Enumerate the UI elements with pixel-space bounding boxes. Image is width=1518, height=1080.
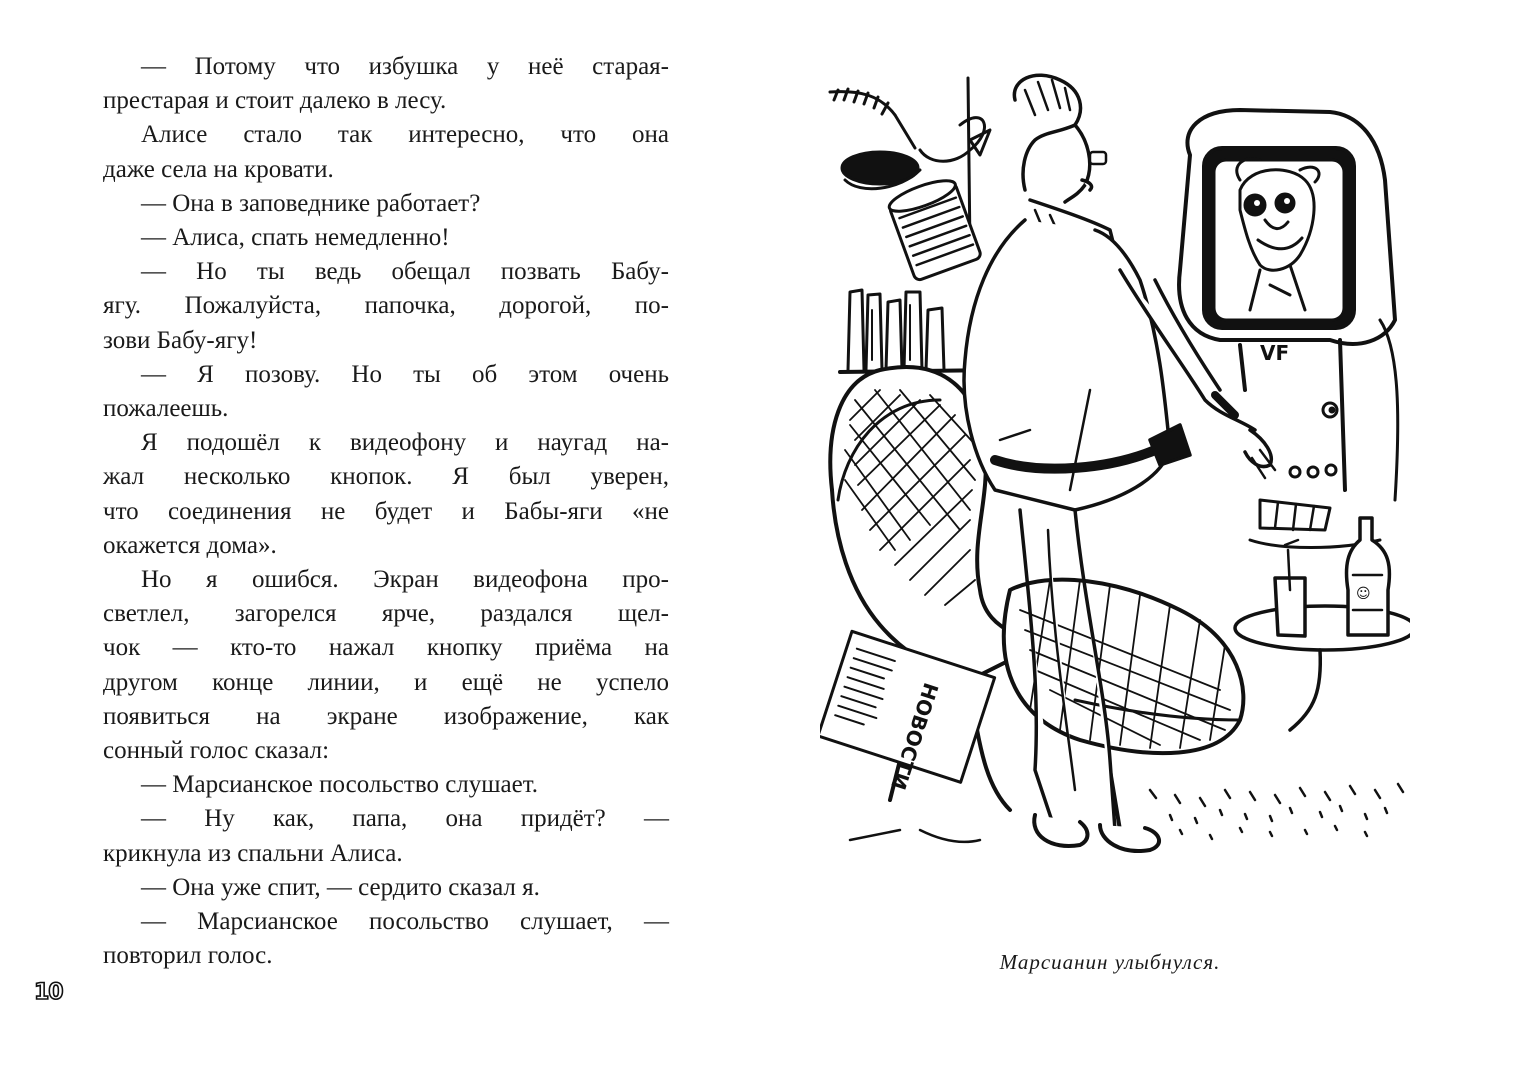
videophone [1179,110,1398,548]
text-line: зови Бабу-ягу! [103,326,258,354]
text-line: — Марсианское посольство слушает. [141,771,539,799]
text-line: светлел, загорелся ярче, раздался щел- [103,600,669,628]
text-line: — Ну как, папа, она придёт? — [141,805,669,833]
text-line: даже села на кровати. [103,155,334,183]
text-line: престарая и стоит далеко в лесу. [103,87,447,115]
text-line: Я подошёл к видеофону и наугад на- [141,429,669,457]
text-line: — Она уже спит, — сердито сказал я. [141,873,540,901]
text-line: ягу. Пожалуйста, папочка, дорогой, по- [103,292,669,320]
illustration-caption: Марсианин улыбнулся. [999,950,1221,974]
lamp-fan-blades [970,130,990,155]
text-column [103,50,669,973]
text-line: что соединения не будет и Бабы-яги «не [103,497,669,525]
page-number: 10 [34,980,63,1005]
illustration [820,70,1410,890]
text-line: крикнула из спальни Алиса. [103,839,403,867]
lamp [830,89,990,281]
text-line: — Марсианское посольство слушает, — [141,908,669,936]
text-line: появиться на экране изображение, как [103,702,669,730]
text-line: сонный голос сказал: [103,737,330,765]
text-line: другом конце линии, и ещё не успело [103,668,669,696]
text-line: — Я позову. Но ты об этом очень [141,360,669,388]
text-line: повторил голос. [103,942,273,970]
text-line: — Алиса, спать немедленно! [141,224,450,252]
text-line: Алисе стало так интересно, что она [141,121,669,149]
text-line: Но я ошибся. Экран видеофона про- [141,566,669,594]
text-line: — Но ты ведь обещал позвать Бабу- [141,258,669,286]
text-line: — Она в заповеднике работает? [141,189,481,217]
text-line: окажется дома». [103,531,277,559]
svg-text:☺: ☺ [1356,586,1371,602]
newspaper-headline: НОВОСТИ [886,679,944,793]
text-line: чок — кто-то нажал кнопку приёма на [103,634,669,662]
text-line: пожалеешь. [103,395,229,423]
videophone-logo: VF [1260,341,1290,365]
side-table [1235,518,1410,730]
text-line: жал несколько кнопок. Я был уверен, [103,463,669,491]
text-line: — Потому что избушка у неё старая- [141,53,669,80]
